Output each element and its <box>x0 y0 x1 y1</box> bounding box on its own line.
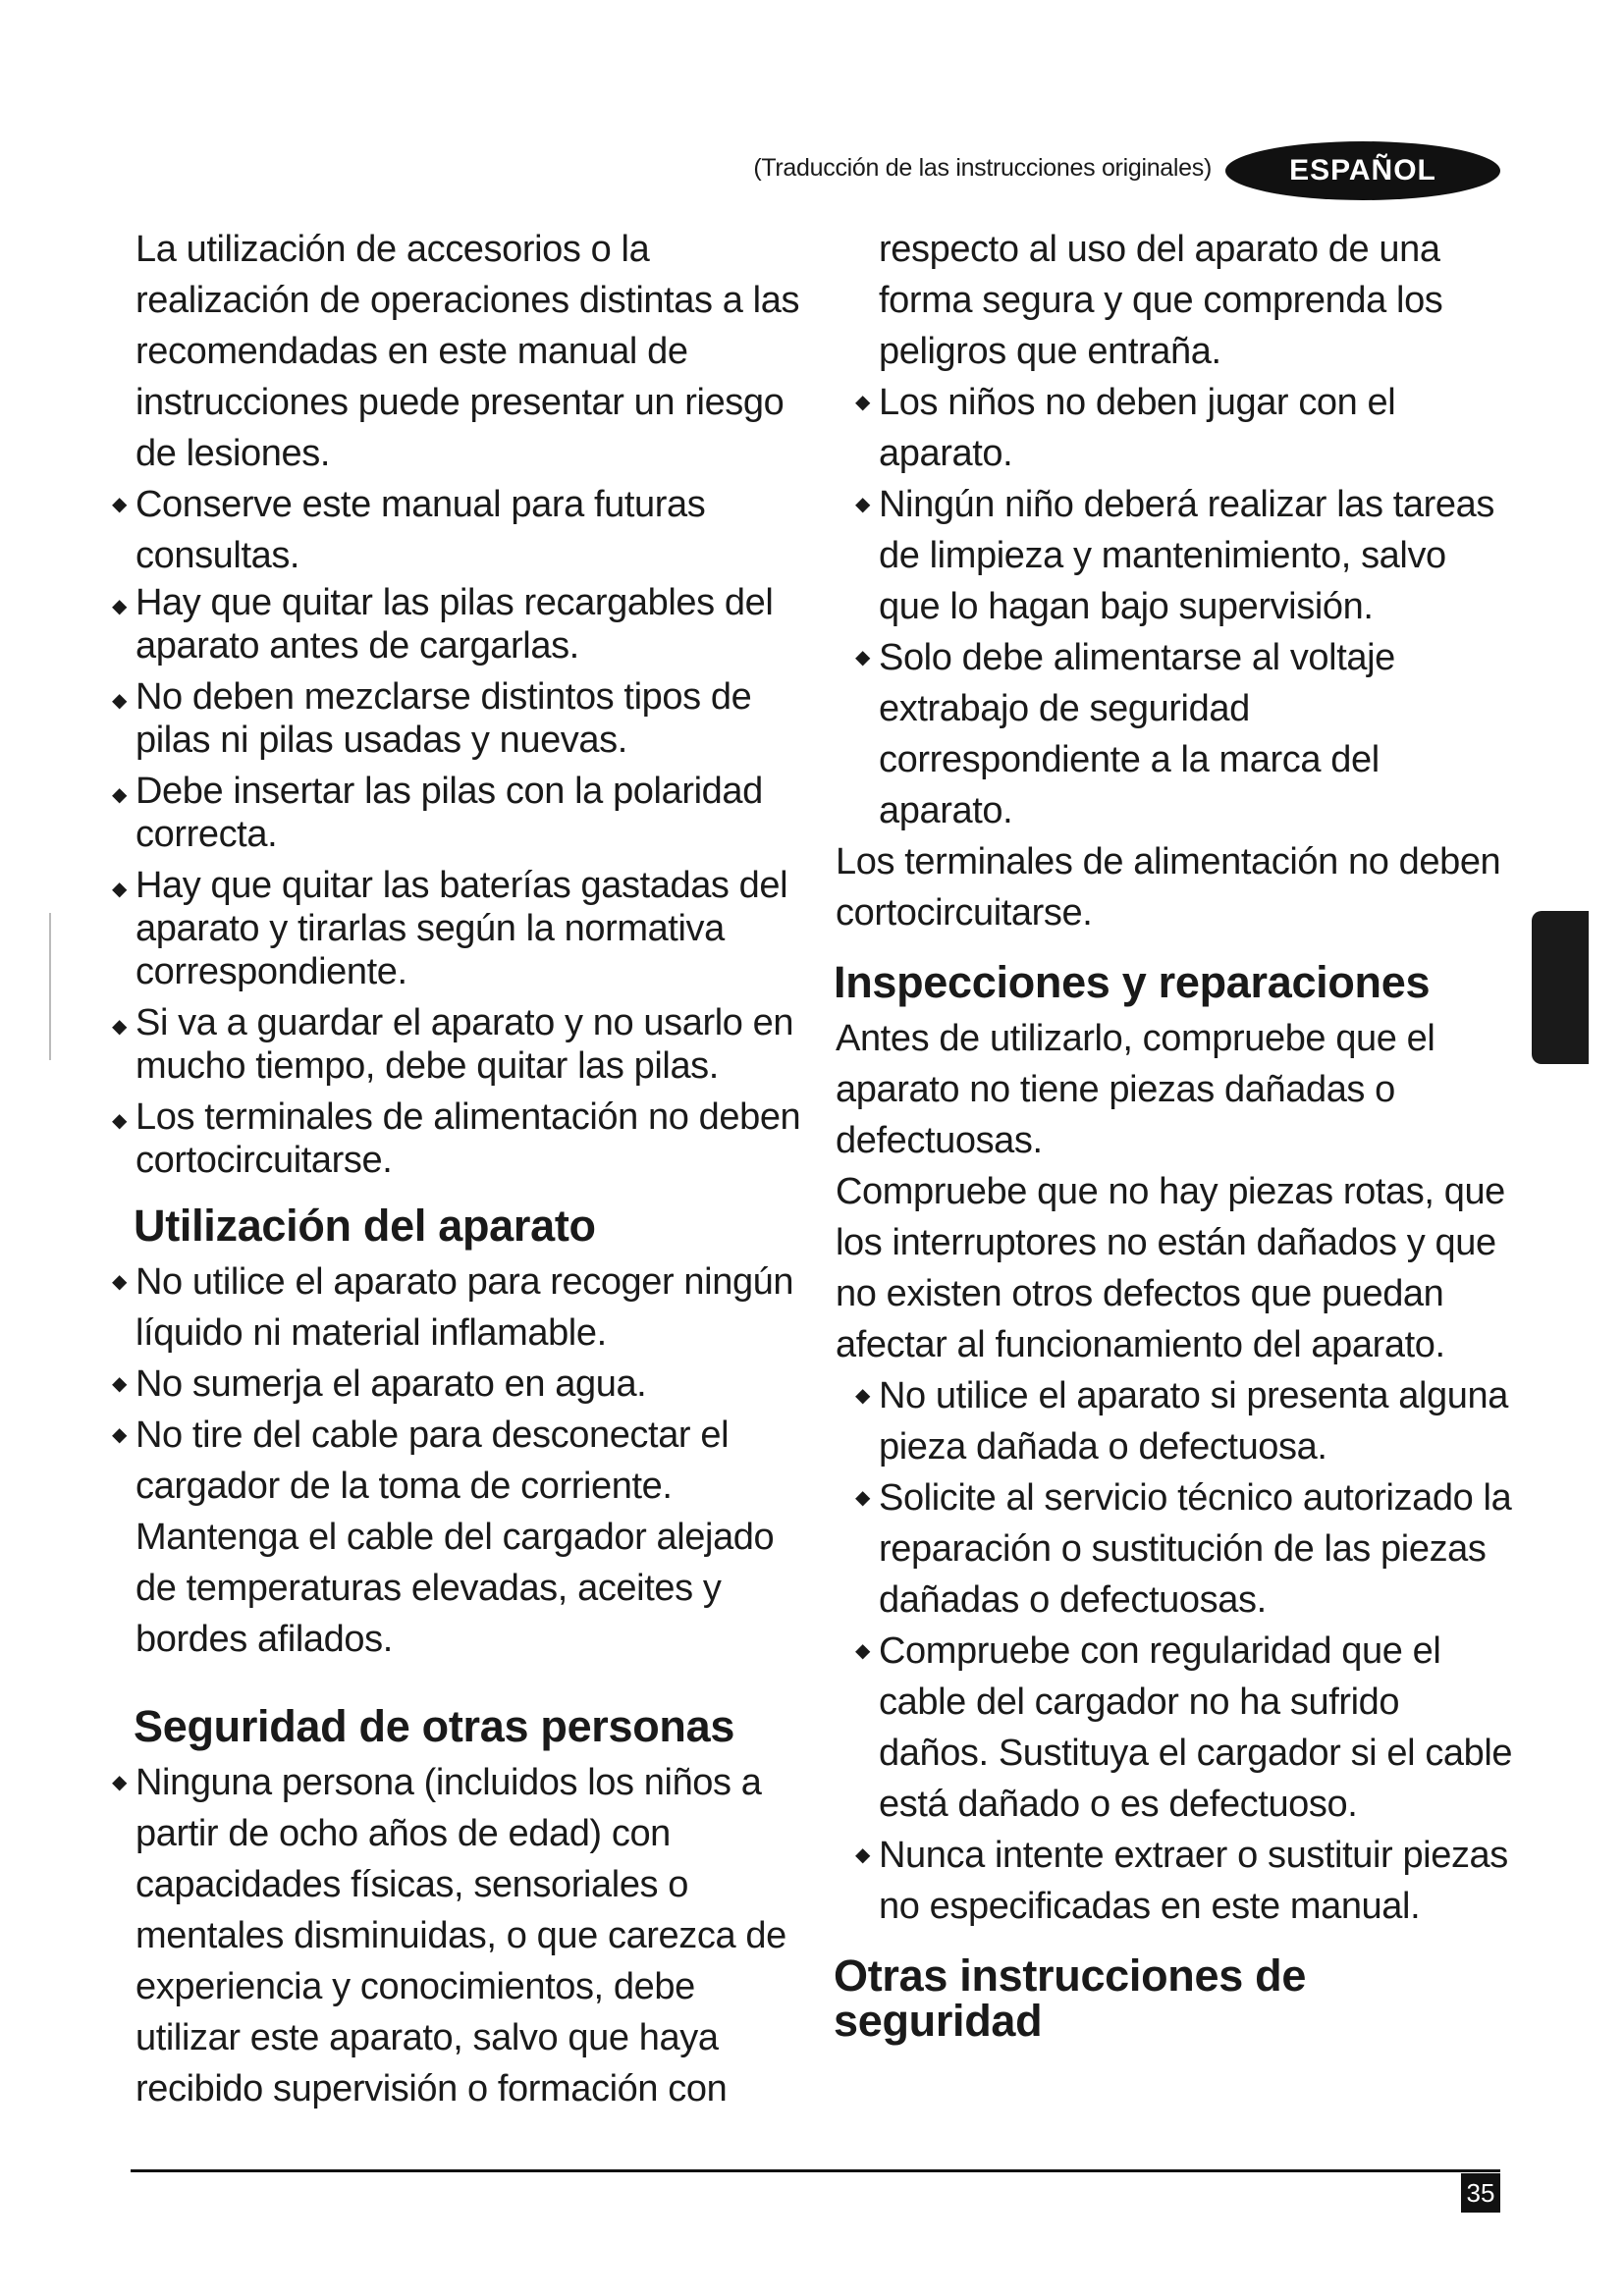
bullet-diamond-icon: ◆ <box>112 1424 127 1446</box>
footer-rule <box>131 2169 1500 2172</box>
bullet-item: ◆ No tire del cable para desconectar el cargador de la toma de corriente. Mantenga el cable del cargador alejado de temperaturas elevadas, aceites y bordes afilados. <box>135 1410 803 1665</box>
bullet-diamond-icon: ◆ <box>855 1487 870 1509</box>
page-number: 35 <box>1461 2173 1500 2213</box>
bullet-item: ◆ Si va a guardar el aparato y no usarlo en mucho tiempo, debe quitar las pilas. <box>112 1002 794 1087</box>
bullet-item: ◆ Los terminales de alimentación no deben cortocircuitarse. <box>112 1096 801 1181</box>
section-heading-use: Utilización del aparato <box>134 1201 596 1251</box>
terminals-paragraph: Los terminales de alimentación no deben cortocircuitarse. <box>836 841 1501 934</box>
section-tab-marker <box>1532 911 1589 1064</box>
continuation-paragraph: respecto al uso del aparato de una forma segura y que comprenda los peligros que entraña. <box>879 229 1443 372</box>
bullet-diamond-icon: ◆ <box>855 1385 870 1407</box>
bullet-diamond-icon: ◆ <box>112 596 127 617</box>
section-heading-other-safety: Otras instrucciones de seguridad <box>834 1950 1307 2046</box>
bullet-diamond-icon: ◆ <box>112 1772 127 1793</box>
bullet-item: ◆ Ninguna persona (incluidos los niños a partir de ocho años de edad) con capacidades físicas, sensoriales o mentales disminuidas, o que carezca de experiencia y conocimientos, debe utilizar este aparato, salvo que haya recibido supervisión o formación con <box>135 1757 803 2114</box>
bullet-item: ◆ Ningún niño deberá realizar las tareas de limpieza y mantenimiento, salvo que lo hagan bajo supervisión. <box>879 479 1513 632</box>
bullet-diamond-icon: ◆ <box>112 784 127 806</box>
bullet-diamond-icon: ◆ <box>855 1640 870 1662</box>
inspection-paragraph-2: Compruebe que no hay piezas rotas, que los interruptores no están dañados y que no existen otros defectos que puedan afectar al funcionamiento del aparato. <box>836 1171 1505 1365</box>
bullet-diamond-icon: ◆ <box>112 1016 127 1038</box>
right-column <box>836 224 1513 2052</box>
bullet-item: ◆ Nunca intente extraer o sustituir piezas no especificadas en este manual. <box>879 1830 1513 1932</box>
language-badge: ESPAÑOL <box>1225 141 1500 200</box>
bullet-diamond-icon: ◆ <box>855 392 870 413</box>
bullet-item: ◆ Hay que quitar las pilas recargables del aparato antes de cargarlas. <box>112 582 774 667</box>
bullet-item: ◆ Solicite al servicio técnico autorizado la reparación o sustitución de las piezas dañadas o defectuosas. <box>879 1472 1513 1626</box>
battery-bullets <box>112 479 803 1182</box>
intro-paragraph: La utilización de accesorios o la realización de operaciones distintas a las recomendadas en este manual de instrucciones puede presentar un riesgo de lesiones. <box>135 229 800 474</box>
bullet-item: ◆ No utilice el aparato para recoger ningún líquido ni material inflamable. <box>135 1256 803 1359</box>
bullet-diamond-icon: ◆ <box>112 1271 127 1293</box>
bullet-diamond-icon: ◆ <box>112 879 127 900</box>
section-heading-inspections: Inspecciones y reparaciones <box>834 957 1431 1007</box>
bullet-item: ◆ Solo debe alimentarse al voltaje extrabajo de seguridad correspondiente a la marca del aparato. <box>879 632 1513 836</box>
bullet-diamond-icon: ◆ <box>112 690 127 712</box>
bullet-diamond-icon: ◆ <box>112 494 127 515</box>
inspection-paragraph-1: Antes de utilizarlo, compruebe que el aparato no tiene piezas dañadas o defectuosas. <box>836 1018 1435 1161</box>
bullet-diamond-icon: ◆ <box>855 1844 870 1866</box>
children-bullets <box>836 377 1513 836</box>
bullet-item: ◆ No sumerja el aparato en agua. <box>135 1359 803 1410</box>
bullet-diamond-icon: ◆ <box>855 494 870 515</box>
bullet-item: ◆ No utilice el aparato si presenta alguna pieza dañada o defectuosa. <box>879 1370 1513 1472</box>
margin-rule <box>49 913 51 1060</box>
bullet-diamond-icon: ◆ <box>112 1373 127 1395</box>
use-bullets <box>112 1256 803 1665</box>
translation-note: (Traducción de las instrucciones originales) <box>753 154 1212 182</box>
bullet-item: ◆ Compruebe con regularidad que el cable del cargador no ha sufrido daños. Sustituya el cargador si el cable está dañado o es defectuoso. <box>879 1626 1513 1830</box>
bullet-item: ◆ Los niños no deben jugar con el aparato. <box>879 377 1513 479</box>
others-bullets <box>112 1757 803 2114</box>
bullet-item: ◆ Hay que quitar las baterías gastadas del aparato y tirarlas según la normativa correspondiente. <box>112 865 788 992</box>
bullet-item: ◆ Debe insertar las pilas con la polaridad correcta. <box>112 771 763 855</box>
bullet-item: ◆ No deben mezclarse distintos tipos de pilas ni pilas usadas y nuevas. <box>112 676 752 761</box>
inspection-bullets <box>836 1370 1513 1932</box>
bullet-item: ◆ Conserve este manual para futuras consultas. <box>135 479 803 581</box>
section-heading-others: Seguridad de otras personas <box>134 1701 735 1751</box>
bullet-diamond-icon: ◆ <box>855 647 870 668</box>
bullet-diamond-icon: ◆ <box>112 1110 127 1132</box>
left-column <box>112 224 803 2114</box>
